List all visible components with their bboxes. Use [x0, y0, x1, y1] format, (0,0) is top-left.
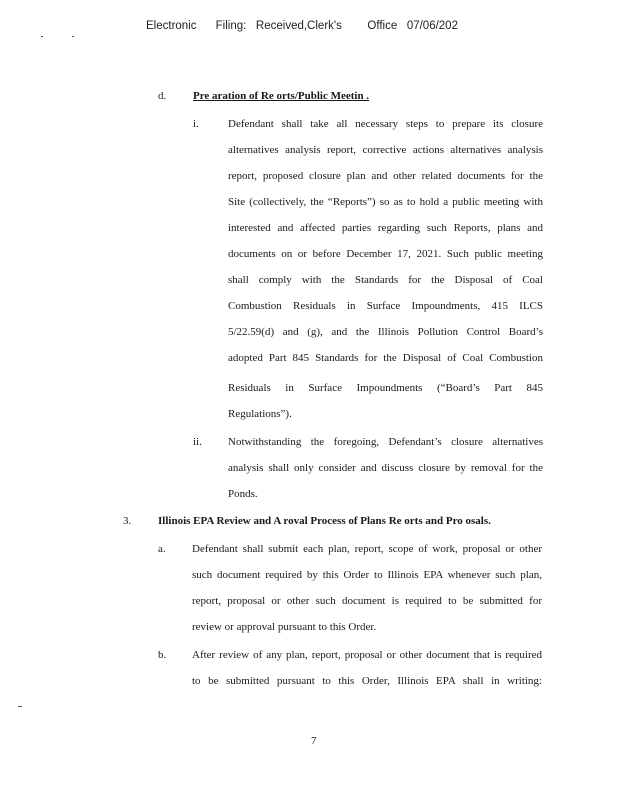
item-i-line: Site (collectively, the “Reports”) so as to hold a public meeting with	[228, 196, 543, 208]
item-b-line: to be submitted pursuant to this Order, Illinois EPA shall in writing:	[192, 675, 542, 687]
section-3-marker: 3.	[123, 515, 132, 527]
item-i-line: adopted Part 845 Standards for the Disposal of Coal Combustion	[228, 352, 543, 364]
item-a-line: report, proposal or other such document is required to be submitted for	[192, 595, 542, 607]
item-ii-line: Notwithstanding the foregoing, Defendant’s closure alternatives	[228, 436, 543, 448]
item-ii-line: analysis shall only consider and discuss closure by removal for the	[228, 462, 543, 474]
item-i-line: Combustion Residuals in Surface Impoundments, 415 ILCS	[228, 300, 543, 312]
item-b-marker: b.	[158, 649, 167, 661]
item-i-line: Residuals in Surface Impoundments (“Board’s Part 845	[228, 382, 543, 394]
filing-stamp-header: Electronic Filing: Received,Clerk's Office 07/06/202	[146, 20, 458, 32]
item-i-line: shall comply with the Standards for the Disposal of Coal	[228, 274, 543, 286]
item-i-line: Defendant shall take all necessary steps to prepare its closure	[228, 118, 543, 130]
section-d-marker: d.	[158, 90, 167, 102]
scan-speck	[41, 36, 43, 37]
page-number: 7	[311, 735, 317, 747]
item-i-line: Regulations”).	[228, 408, 292, 420]
item-a-line: such document required by this Order to Illinois EPA whenever such plan,	[192, 569, 542, 581]
item-i-line: documents on or before December 17, 2021. Such public meeting	[228, 248, 543, 260]
item-i-line: report, proposed closure plan and other related documents for the	[228, 170, 543, 182]
item-a-marker: a.	[158, 543, 166, 555]
item-i-line: 5/22.59(d) and (g), and the Illinois Pollution Control Board’s	[228, 326, 543, 338]
item-b-line: After review of any plan, report, proposal or other document that is required	[192, 649, 542, 661]
item-a-line: Defendant shall submit each plan, report, scope of work, proposal or other	[192, 543, 542, 555]
item-a-line: review or approval pursuant to this Order.	[192, 621, 377, 633]
section-d-heading: Pre aration of Re orts/Public Meetin .	[193, 90, 370, 102]
item-ii-line: Ponds.	[228, 488, 258, 500]
section-3-heading: Illinois EPA Review and A roval Process of Plans Re orts and Pro osals.	[158, 515, 491, 527]
item-i-line: alternatives analysis report, corrective actions alternatives analysis	[228, 144, 543, 156]
scan-speck	[72, 36, 74, 37]
item-i-marker: i.	[193, 118, 199, 130]
item-i-line: interested and affected parties regarding such Reports, plans and	[228, 222, 543, 234]
item-ii-marker: ii.	[193, 436, 202, 448]
scan-speck	[18, 706, 22, 707]
